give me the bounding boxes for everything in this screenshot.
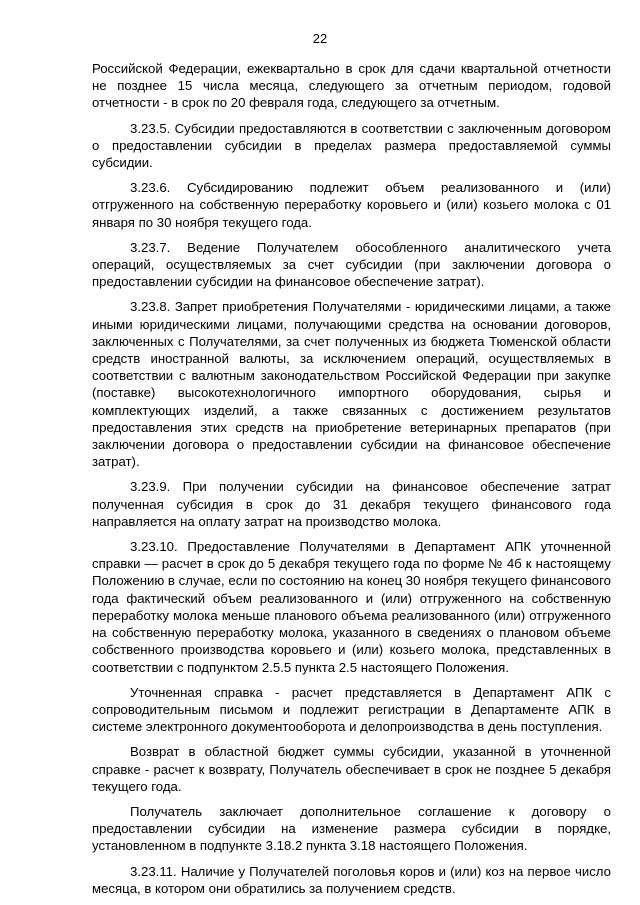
paragraph-3-23-5: 3.23.5. Субсидии предоставляются в соответствии с заключенным договором о предоставлении субсидии в пределах размера предоставляемой суммы субсидии.: [92, 120, 611, 171]
paragraph-3-23-6: 3.23.6. Субсидированию подлежит объем реализованного и (или) отгруженного на собственную переработку коровьего и (или) козьего молока с 01 января по 30 ноября текущего года.: [92, 180, 611, 230]
paragraph-continuation: Российской Федерации, ежеквартально в срок для сдачи квартальной отчетности не позднее 15 числа месяца, следующего за отчетным периодом, годовой отчетности - в срок по 20 февраля года, следующего за отчетным.: [92, 61, 611, 111]
paragraph-3-23-9: 3.23.9. При получении субсидии на финансовое обеспечение затрат полученная субсидия в срок до 31 декабря текущего финансового года направляется на оплату затрат на производство молока.: [92, 479, 611, 529]
page-number: 22: [312, 31, 328, 46]
paragraph-3-23-11: 3.23.11. Наличие у Получателей поголовья коров и (или) коз на первое число месяца, в котором они обратились за получением средств.: [92, 863, 611, 896]
paragraph-3-23-10: 3.23.10. Предоставление Получателями в Департамент АПК уточненной справки — расчет в срок до 5 декабря текущего года по форме № 4б к настоящему Положению в случае, если по состоянию на конец 30 ноября текущего финансового года фактический объем реализованного и (или) отгруженного на собственную переработку молока меньше планового объема реализованного (или) отгруженного на собственную переработку молока, указанного в сведениях о плановом объеме собственного производства коровьего и (или) козьего молока, представленных в соответствии с подпунктом 2.5.5 пункта 2.5 настоящего Положения.: [92, 539, 611, 675]
paragraph-3-23-8: 3.23.8. Запрет приобретения Получателями - юридическими лицами, а также иными юридическими лицами, получающими средства на основании договоров, заключенных с Получателями, за счет полученных из бюджета Тюменской области средств иностранной валюты, за исключением операций, осуществляемых в соответствии с валютным законодательством Российской Федерации при закупке (поставке) высокотехнологичного импортного оборудования, сырья и комплектующих изделий, а также связанных с достижением результатов предоставления этих средств на приобретение ветеринарных препаратов (при заключении договора о предоставлении субсидии на финансовое обеспечение затрат).: [92, 299, 611, 470]
paragraph-3-23-7: 3.23.7. Ведение Получателем обособленного аналитического учета операций, осуществляемых за счет субсидии (при заключении договора о предоставлении субсидии на финансовое обеспечение затрат).: [92, 239, 611, 290]
paragraph-budget-return: Возврат в областной бюджет суммы субсидии, указанной в уточненной справке - расчет к возврату, Получатель обеспечивает в срок не позднее 5 декабря текущего года.: [92, 744, 611, 794]
paragraph-refined-certificate: Уточненная справка - расчет представляется в Департамент АПК с сопроводительным письмом и подлежит регистрации в Департаменте АПК в системе электронного документооборота и делопроизводства в день поступления.: [92, 684, 611, 735]
paragraph-additional-agreement: Получатель заключает дополнительное соглашение к договору о предоставлении субсидии на изменение размера субсидии в порядке, установленном в подпункте 3.18.2 пункта 3.18 настоящего Положения.: [92, 803, 611, 854]
document-body: [92, 60, 611, 905]
